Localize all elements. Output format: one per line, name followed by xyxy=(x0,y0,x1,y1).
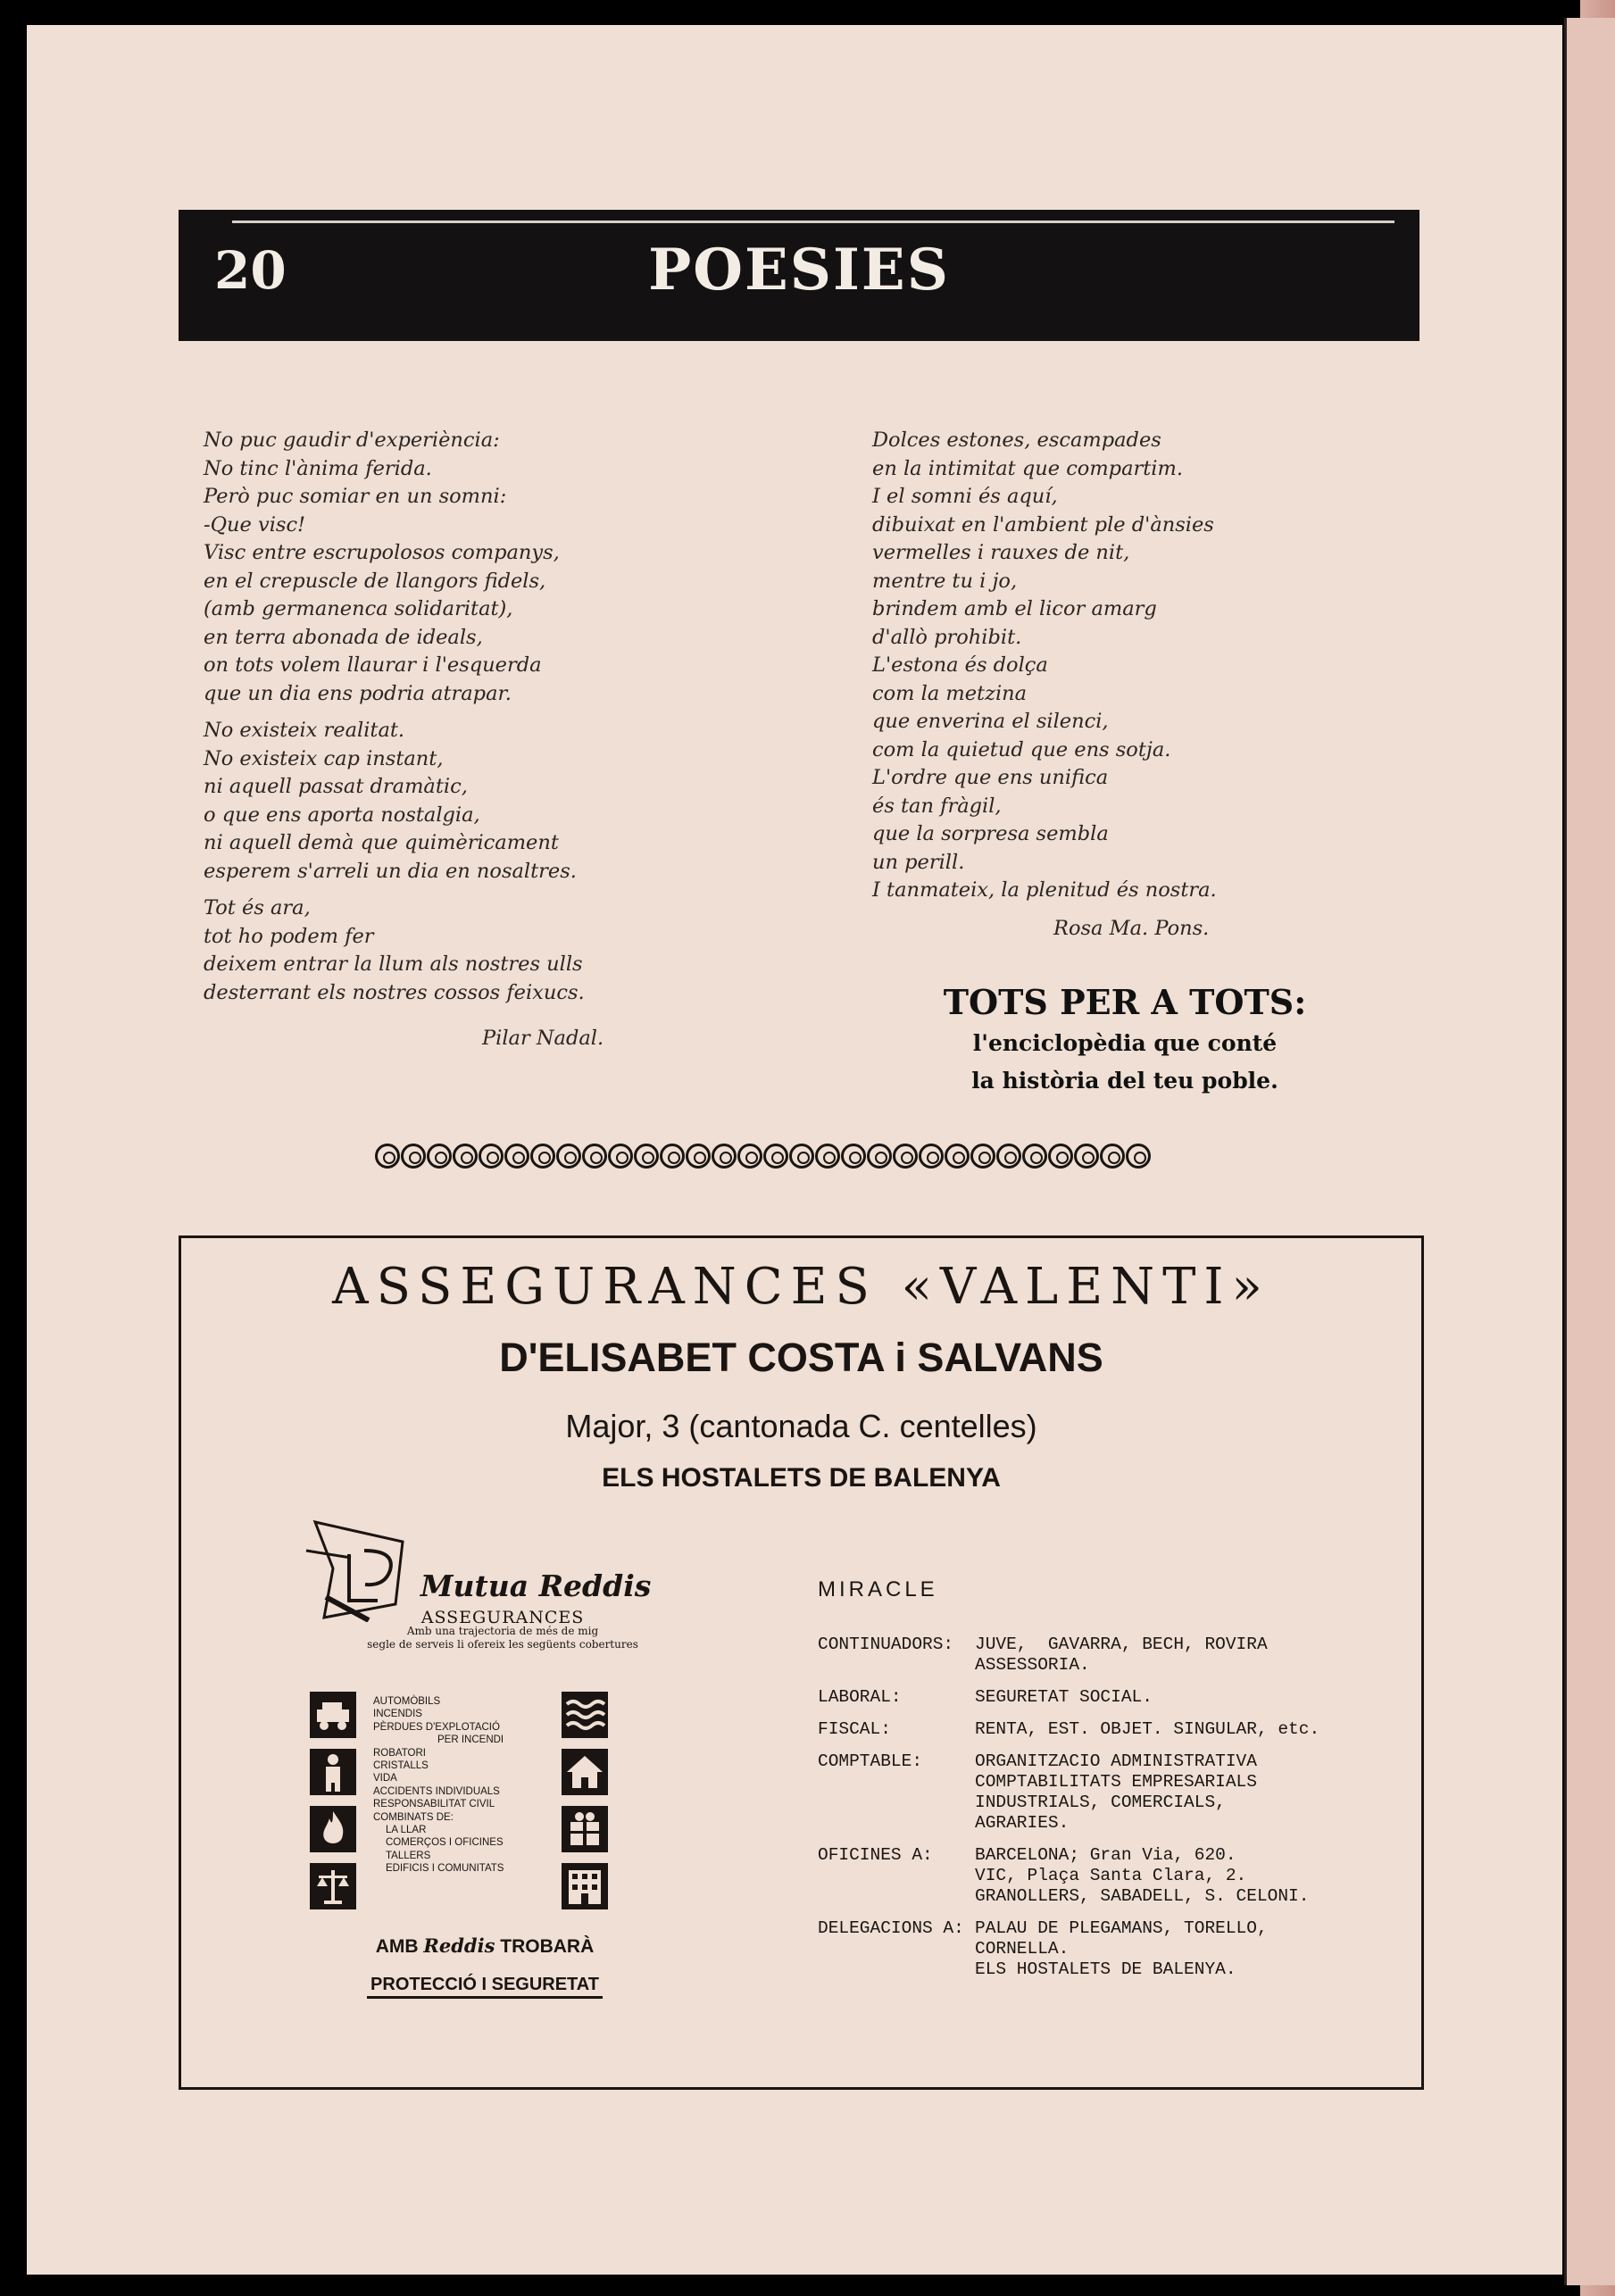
miracle-row-value: PALAU DE PLEGAMANS, TORELLO, CORNELLA. ELS HOSTALETS DE BALENYA. xyxy=(975,1918,1268,1979)
miracle-row xyxy=(818,1845,1407,1907)
insurance-advertisement xyxy=(179,1235,1424,2090)
mutua-brand: Mutua Reddis xyxy=(420,1568,652,1603)
stanza-gap xyxy=(204,886,585,894)
miracle-row-label: OFICINES A: xyxy=(818,1845,933,1865)
poem-line: No existeix cap instant, xyxy=(204,746,444,770)
trobara-line xyxy=(288,1934,681,1958)
poem-line: brindem amb el licor amarg xyxy=(872,597,1157,620)
mutua-tagline-2: segle de serveis li ofereix les següents cobertures xyxy=(367,1638,638,1651)
ornament-circle xyxy=(686,1144,711,1169)
coverage-item: COMBINATS DE: xyxy=(373,1811,454,1823)
ornament-circle xyxy=(660,1144,685,1169)
ornament-circle xyxy=(841,1144,866,1169)
coverage-item: EDIFICIS I COMUNITATS xyxy=(386,1863,504,1875)
ornament-circle xyxy=(712,1144,737,1169)
tots-title: TOTS PER A TOTS: xyxy=(943,982,1307,1022)
coverage-item: TALLERS xyxy=(386,1850,431,1861)
ornament-circle xyxy=(582,1144,607,1169)
miracle-row xyxy=(818,1918,1407,1980)
poem-left-author: Pilar Nadal. xyxy=(482,1027,604,1050)
ornament-circle xyxy=(556,1144,581,1169)
miracle-row-value: BARCELONA; Gran Via, 620. VIC, Plaça Santa Clara, 2. GRANOLLERS, SABADELL, S. CELONI. xyxy=(975,1845,1310,1906)
miracle-row-value: ORGANITZACIO ADMINISTRATIVA COMPTABILITATS EMPRESARIALS INDUSTRIALS, COMERCIALS, AGRARIES. xyxy=(975,1751,1257,1833)
trobara-pre: AMB xyxy=(375,1936,419,1957)
poem-line: L'ordre que ens unifica xyxy=(872,766,1109,789)
tots-line-1: l'enciclopèdia que conté xyxy=(972,1030,1278,1056)
ornament-circle xyxy=(479,1144,504,1169)
ornament-circle xyxy=(427,1144,452,1169)
miracle-row xyxy=(818,1719,1407,1740)
ornament-circle xyxy=(789,1144,814,1169)
mutua-tagline xyxy=(288,1608,717,1651)
protection-line xyxy=(288,1975,681,1995)
poem-line: deixem entrar la llum als nostres ulls xyxy=(204,953,583,976)
stanza xyxy=(204,427,585,708)
miracle-services xyxy=(818,1635,1407,1992)
miracle-row xyxy=(818,1635,1407,1676)
ornament-circle xyxy=(634,1144,659,1169)
coverage-item: RESPONSABILITAT CIVIL xyxy=(373,1799,495,1810)
poem-line: és tan fràgil, xyxy=(872,794,1002,818)
poem-line: que un dia ens podria atrapar. xyxy=(204,681,512,705)
binding-spine xyxy=(1564,18,1615,2285)
ad-town: ELS HOSTALETS DE BALENYA xyxy=(602,1463,1001,1493)
miracle-row-label: DELEGACIONS A: xyxy=(818,1918,964,1938)
miracle-title: MIRACLE xyxy=(818,1577,938,1601)
miracle-row xyxy=(818,1751,1407,1834)
coverage-item: PÈRDUES D'EXPLOTACIÓ xyxy=(373,1721,500,1733)
section-header xyxy=(179,210,1419,341)
poem-line: ni aquell demà que quimèricament xyxy=(204,831,559,854)
poem-line: I tanmateix, la plenitud és nostra. xyxy=(872,878,1217,902)
ornament-circle xyxy=(608,1144,633,1169)
coverage-item: LA LLAR xyxy=(386,1825,427,1836)
poem-line: No existeix realitat. xyxy=(204,719,405,742)
coverage-item: COMERÇOS I OFICINES xyxy=(386,1837,504,1849)
justice-icon xyxy=(310,1863,356,1909)
ad-subtitle: D'ELISABET COSTA i SALVANS xyxy=(499,1335,1103,1380)
car-icon xyxy=(310,1692,356,1738)
poem-line: esperem s'arreli un dia en nosaltres. xyxy=(204,859,577,883)
fire-icon xyxy=(310,1806,356,1852)
poem-line: Tot és ara, xyxy=(204,896,311,919)
poem-line: tot ho podem fer xyxy=(204,924,374,948)
section-title: POESIES xyxy=(648,237,950,304)
poem-line: No tinc l'ànima ferida. xyxy=(204,456,432,480)
poem-left xyxy=(204,427,585,1007)
poem-line: ni aquell passat dramàtic, xyxy=(204,775,468,798)
poem-line: on tots volem llaurar i l'esquerda xyxy=(204,653,542,677)
poem-line: desterrant els nostres cossos feixucs. xyxy=(204,980,585,1004)
coverage-item: AUTOMÒBILS xyxy=(373,1696,441,1707)
poem-line: en la intimitat que compartim. xyxy=(872,456,1183,480)
coverage-item: ROBATORI xyxy=(373,1747,426,1759)
poem-line: en el crepuscle de llangors fidels, xyxy=(204,569,546,593)
coverage-item: PER INCENDI xyxy=(437,1734,504,1746)
ornament-circle xyxy=(867,1144,892,1169)
ornament-circle xyxy=(945,1144,970,1169)
tots-per-a-tots-promo xyxy=(857,982,1393,1097)
coverage-item: INCENDIS xyxy=(373,1709,422,1720)
coverage-item: VIDA xyxy=(373,1773,397,1784)
ad-title: ASSEGURANCES «VALENTI» xyxy=(332,1258,1270,1316)
ornamental-divider xyxy=(375,1144,1152,1174)
ornament-circle xyxy=(1100,1144,1125,1169)
poem-line: d'allò prohibit. xyxy=(872,625,1022,649)
coverage-item: ACCIDENTS INDIVIDUALS xyxy=(373,1785,500,1797)
ornament-circle xyxy=(919,1144,944,1169)
poem-line: Visc entre escrupolosos companys, xyxy=(204,541,560,564)
trobara-post: TROBARÀ xyxy=(500,1936,595,1957)
mutua-reddis-logo xyxy=(297,1515,422,1622)
poem-line: que enverina el silenci, xyxy=(872,710,1109,733)
ornament-circle xyxy=(970,1144,995,1169)
person-icon xyxy=(310,1749,356,1795)
poem-line: -Que visc! xyxy=(204,512,306,537)
stanza-gap xyxy=(204,708,585,717)
header-rule xyxy=(232,220,1394,223)
page-number: 20 xyxy=(214,240,287,301)
protection-text: PROTECCIÓ I SEGURETAT xyxy=(367,1975,603,1999)
ad-address: Major, 3 (cantonada C. centelles) xyxy=(565,1408,1037,1444)
coverage-list xyxy=(373,1695,605,1876)
ornament-circle xyxy=(763,1144,788,1169)
ornament-circle xyxy=(375,1144,400,1169)
ornament-circle xyxy=(530,1144,555,1169)
poem-line: que la sorpresa sembla xyxy=(872,822,1109,845)
miracle-row-value: RENTA, EST. OBJET. SINGULAR, etc. xyxy=(975,1719,1320,1739)
poem-line: L'estona és dolça xyxy=(872,653,1048,677)
poem-right xyxy=(872,427,1217,905)
poem-line: un perill. xyxy=(872,850,965,874)
ornament-circle xyxy=(815,1144,840,1169)
miracle-row-value: JUVE, GAVARRA, BECH, ROVIRA ASSESSORIA. xyxy=(975,1635,1268,1675)
poem-line: I el somni és aquí, xyxy=(872,485,1058,508)
miracle-row xyxy=(818,1687,1407,1708)
poem-line: (amb germanenca solidaritat), xyxy=(204,597,513,620)
ornament-circle xyxy=(1022,1144,1047,1169)
poem-line: com la metzina xyxy=(872,681,1028,705)
poem-line: vermelles i rauxes de nit, xyxy=(872,541,1130,564)
poem-line: o que ens aporta nostalgia, xyxy=(204,803,480,827)
poem-line: dibuixat en l'ambient ple d'ànsies xyxy=(872,512,1214,537)
stanza xyxy=(204,894,585,1007)
poem-line: Però puc somiar en un somni: xyxy=(204,485,507,508)
ornament-circle xyxy=(996,1144,1021,1169)
coverage-item: CRISTALLS xyxy=(373,1760,429,1772)
miracle-row-label: CONTINUADORS: xyxy=(818,1635,954,1654)
ornament-circle xyxy=(504,1144,529,1169)
ornament-circle xyxy=(401,1144,426,1169)
poem-right-author: Rosa Ma. Pons. xyxy=(1053,917,1210,940)
mutua-tagline-1: Amb una trajectoria de més de mig xyxy=(406,1625,599,1637)
poem-line: mentre tu i jo, xyxy=(872,569,1018,593)
ornament-circle xyxy=(737,1144,762,1169)
poem-line: en terra abonada de ideals, xyxy=(204,625,483,649)
miracle-row-label: COMPTABLE: xyxy=(818,1751,923,1771)
poem-line: No puc gaudir d'experiència: xyxy=(204,428,500,452)
poem-line: com la quietud que ens sotja. xyxy=(872,737,1171,761)
miracle-row-value: SEGURETAT SOCIAL. xyxy=(975,1687,1153,1707)
tots-line-2: la història del teu poble. xyxy=(971,1068,1278,1094)
mutua-assegurances: ASSEGURANCES xyxy=(420,1608,585,1627)
ornament-circle xyxy=(1048,1144,1073,1169)
miracle-row-label: FISCAL: xyxy=(818,1719,891,1739)
ornament-circle xyxy=(1126,1144,1151,1169)
ornament-circle xyxy=(1074,1144,1099,1169)
trobara-brand: Reddis xyxy=(423,1934,495,1957)
mutua-reddis-block xyxy=(288,1515,717,2077)
ornament-circle xyxy=(893,1144,918,1169)
stanza xyxy=(204,717,585,886)
poem-line: Dolces estones, escampades xyxy=(872,428,1161,452)
miracle-row-label: LABORAL: xyxy=(818,1687,902,1707)
ornament-circle xyxy=(453,1144,478,1169)
